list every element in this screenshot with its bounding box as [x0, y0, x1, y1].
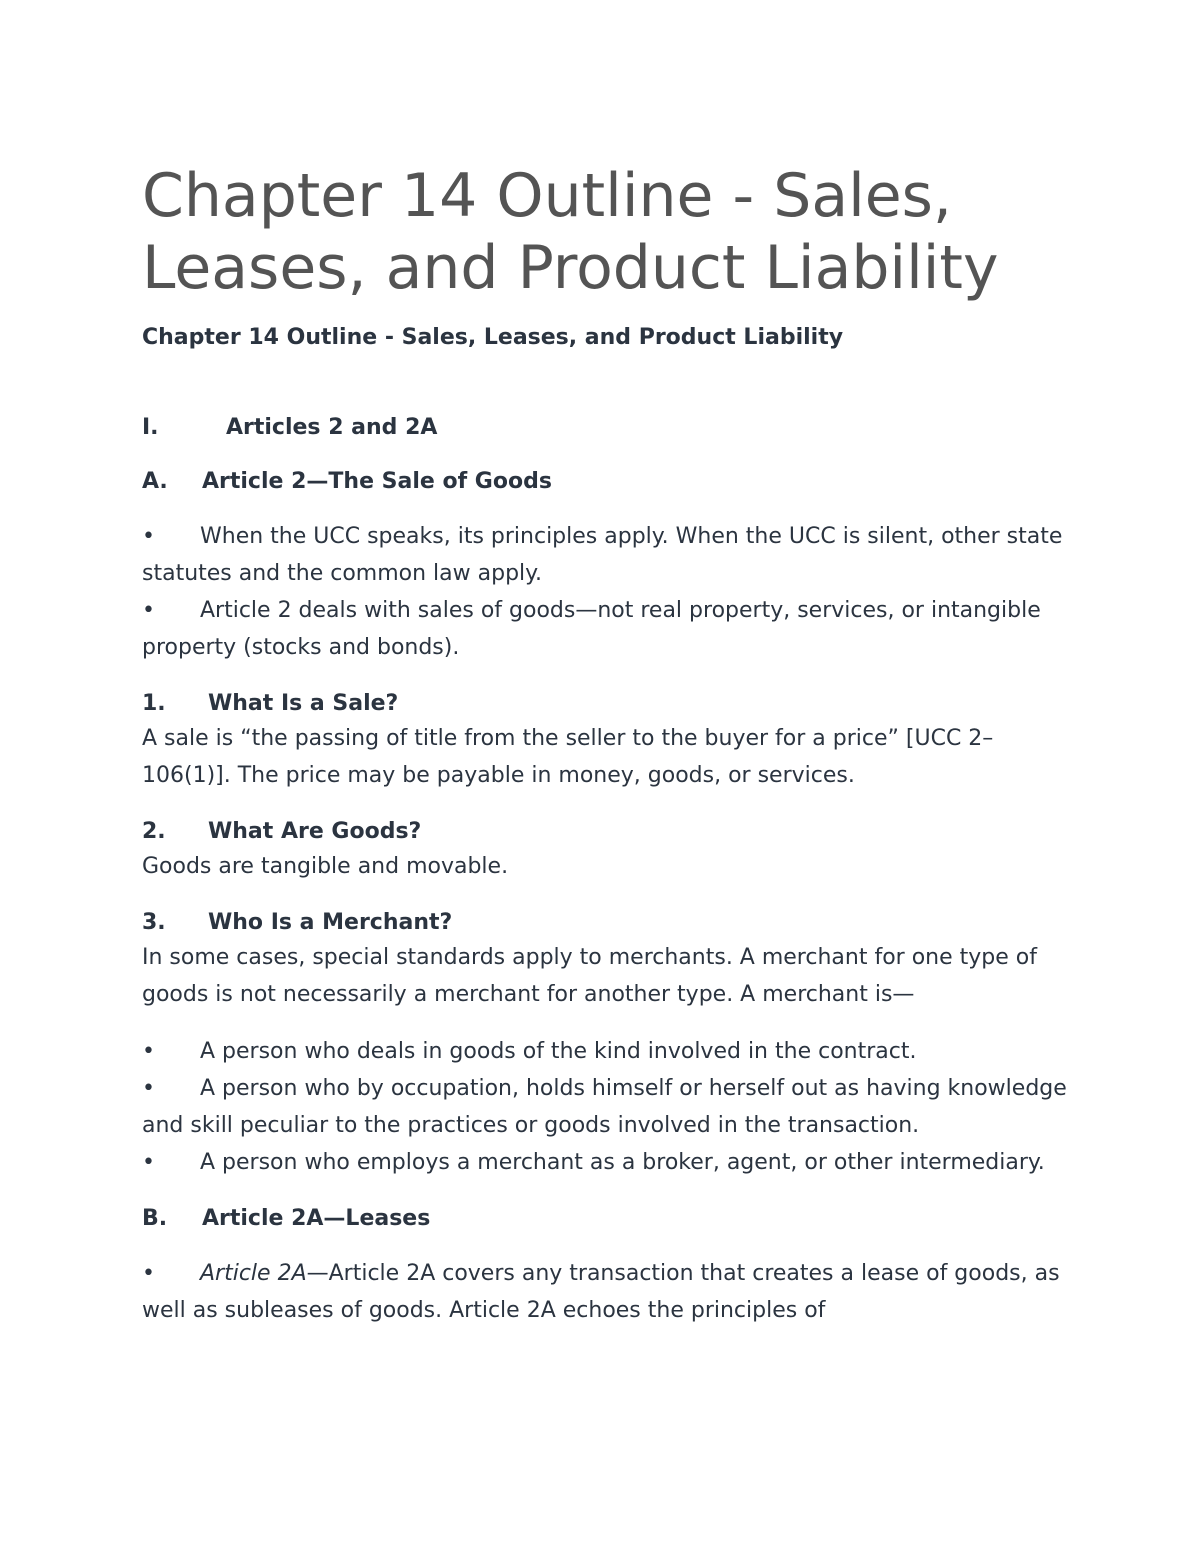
- bullet-icon: •: [142, 1150, 155, 1175]
- section-a-title: Article 2—The Sale of Goods: [202, 469, 552, 494]
- section-i-title: Articles 2 and 2A: [226, 415, 438, 440]
- bullet-text: A person who employs a merchant as a broker, agent, or other intermediary.: [200, 1150, 1045, 1175]
- item-2-text: Goods are tangible and movable.: [142, 854, 509, 879]
- document-page: [142, 160, 1072, 1329]
- list-item: [142, 518, 1072, 592]
- item-3-bullets: [142, 1033, 1072, 1181]
- item-3-title: Who Is a Merchant?: [208, 910, 453, 935]
- list-item: [142, 1144, 1072, 1181]
- document-subtitle: Chapter 14 Outline - Sales, Leases, and Product Liability: [142, 325, 844, 350]
- item-3-heading: [142, 907, 1072, 939]
- section-a-heading: [142, 466, 1072, 498]
- item-3-text: In some cases, special standards apply to merchants. A merchant for one type of goods is not necessarily a merchant for another type. A merchant is—: [142, 945, 1037, 1007]
- item-3-number: 3.: [142, 910, 166, 935]
- list-item: [142, 1255, 1072, 1329]
- item-2-title: What Are Goods?: [208, 819, 422, 844]
- item-1-text: A sale is “the passing of title from the seller to the buyer for a price” [UCC 2–106(1)]. The price may be payable in money, goods, or services.: [142, 726, 994, 788]
- bullet-icon: •: [142, 1039, 155, 1064]
- item-1-title: What Is a Sale?: [208, 691, 399, 716]
- list-item: [142, 592, 1072, 666]
- section-b-title: Article 2A—Leases: [202, 1206, 431, 1231]
- list-item: [142, 1033, 1072, 1070]
- bullet-icon: •: [142, 1261, 155, 1286]
- section-b-number: B.: [142, 1206, 168, 1231]
- bullet-icon: •: [142, 598, 155, 623]
- section-a-number: A.: [142, 469, 168, 494]
- item-2-number: 2.: [142, 819, 166, 844]
- document-title: Chapter 14 Outline - Sales, Leases, and Product Liability: [142, 161, 999, 303]
- section-b-heading: [142, 1203, 1072, 1235]
- bullet-icon: •: [142, 1076, 155, 1101]
- section-i-heading: [142, 412, 1072, 444]
- list-item: [142, 1070, 1072, 1144]
- section-i-number: I.: [142, 415, 159, 440]
- bullet-icon: •: [142, 524, 155, 549]
- bullet-text: A person who deals in goods of the kind involved in the contract.: [200, 1039, 917, 1064]
- section-a-bullets: [142, 518, 1072, 666]
- bullet-italic-text: Article 2A: [200, 1261, 307, 1286]
- section-b-bullets: [142, 1255, 1072, 1329]
- bullet-text: Article 2 deals with sales of goods—not real property, services, or intangible property (stocks and bonds).: [142, 598, 1041, 660]
- bullet-text: When the UCC speaks, its principles apply. When the UCC is silent, other state statutes and the common law apply.: [142, 524, 1063, 586]
- bullet-text: —Article 2A covers any transaction that creates a lease of goods, as well as subleases of goods. Article 2A echoes the principles of: [142, 1261, 1060, 1323]
- item-1-heading: [142, 688, 1072, 720]
- item-1-number: 1.: [142, 691, 166, 716]
- item-2-heading: [142, 816, 1072, 848]
- bullet-text: A person who by occupation, holds himself or herself out as having knowledge and skill peculiar to the practices or goods involved in the transaction.: [142, 1076, 1067, 1138]
